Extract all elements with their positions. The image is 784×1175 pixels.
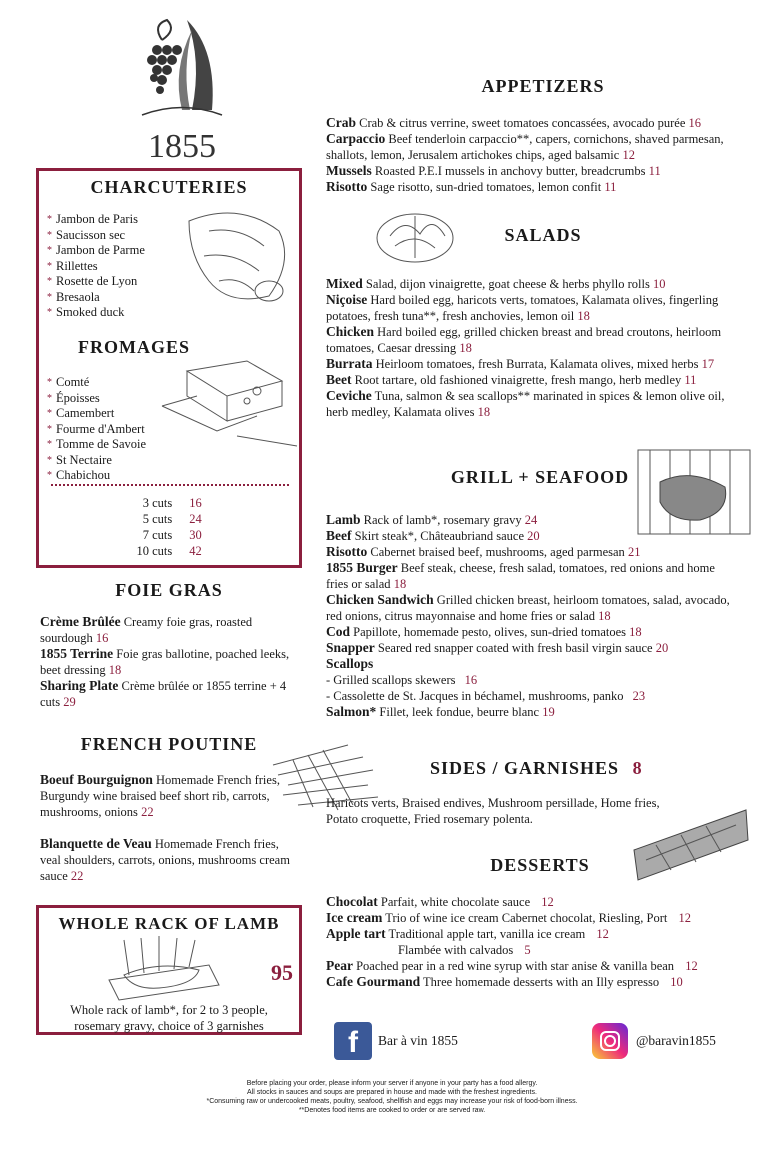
menu-item: Cafe Gourmand Three homemade desserts with an Illy espresso 10: [326, 974, 683, 989]
menu-item: Ceviche Tuna, salmon & sea scallops** marinated in spices & lemon olive oil, herb medley, Kalamata olives 18: [326, 388, 725, 419]
menu-item: 1855 Burger Beef steak, cheese, fresh salad, tomatoes, red onions and home fries or salad 18: [326, 560, 715, 591]
menu-item: Ice cream Trio of wine ice cream Cabernet chocolat, Riesling, Port 12: [326, 910, 691, 925]
menu-item-flambee: Flambée with calvados 5: [398, 943, 531, 957]
logo: [132, 10, 232, 165]
whole-rack-price: 95: [271, 960, 293, 985]
cuts-row: 10 cuts 42: [136, 544, 202, 558]
grill-title: GRILL + SEAFOOD: [450, 467, 630, 487]
list-item: * Comté: [47, 375, 146, 391]
facebook-icon: f: [334, 1022, 372, 1060]
whole-rack-title: WHOLE RACK OF LAMB: [58, 914, 280, 933]
desserts-title: DESSERTS: [490, 855, 590, 875]
menu-item: Carpaccio Beef tenderloin carpaccio**, capers, cornichons, shaved parmesan, shallots, lemon, Jerusalem artichokes chips, aged balsamic 12: [326, 131, 724, 162]
charcuteries-title: CHARCUTERIES: [90, 177, 248, 197]
salads-title: SALADS: [504, 225, 582, 245]
sides-desc: Haricots verts, Braised endives, Mushroom persillade, Home fries, Potato croquette, Fried rosemary polenta.: [326, 796, 660, 826]
list-item: * Jambon de Parme: [47, 243, 299, 259]
whole-rack-desc: Whole rack of lamb*, for 2 to 3 people, rosemary gravy, choice of 3 garnishes: [70, 1003, 268, 1033]
menu-item: Risotto Sage risotto, sun-dried tomatoes, lemon confit 11: [326, 179, 617, 194]
instagram-icon: [592, 1023, 628, 1059]
facebook-link[interactable]: f Bar à vin 1855: [334, 1021, 458, 1061]
menu-item: Niçoise Hard boiled egg, haricots verts, tomatoes, Kalamata olives, fingerling potatoes, fresh tuna**, fresh anchovies, lemon oil 18: [326, 292, 719, 323]
menu-item: Mussels Roasted P.E.I mussels in anchovy butter, breadcrumbs 11: [326, 163, 661, 178]
menu-item: Chocolat Parfait, white chocolate sauce 12: [326, 894, 554, 909]
menu-item: Chicken Hard boiled egg, grilled chicken breast and bread croutons, heirloom tomatoes, Caesar dressing 18: [326, 324, 722, 355]
lamb-rack-sketch-icon: [99, 930, 229, 1002]
logo-year: 1855: [148, 128, 216, 165]
foie-gras-list: [40, 614, 290, 710]
menu-item: Risotto Cabernet braised beef, mushrooms, aged parmesan 21: [326, 544, 641, 559]
menu-item: Beef Skirt steak*, Châteaubriand sauce 20: [326, 528, 540, 543]
list-item: * Rosette de Lyon: [47, 274, 299, 290]
menu-item: Crème Brûlée Creamy foie gras, roasted sourdough 16: [40, 614, 253, 645]
cuts-row: 3 cuts 16: [142, 496, 202, 510]
foie-gras-title: FOIE GRAS: [115, 580, 223, 600]
whole-rack-box: [36, 905, 302, 1035]
menu-item: Cod Papillote, homemade pesto, olives, sun-dried tomatoes 18: [326, 624, 642, 639]
cheese-sketch-icon: [157, 351, 302, 456]
menu-item: Salmon* Fillet, leek fondue, beurre blanc 19: [326, 704, 555, 719]
salads-list: [326, 276, 726, 420]
divider: [51, 484, 289, 486]
menu-item: Lamb Rack of lamb*, rosemary gravy 24: [326, 512, 538, 527]
appetizers-list: [326, 115, 726, 195]
ham-sketch-icon: [179, 201, 299, 311]
menu-item-scallops: Scallops - Grilled scallops skewers 16 - Cassolette de St. Jacques in béchamel, mushrooms, panko 23: [326, 656, 646, 703]
pie-slice-sketch-icon: [626, 800, 756, 890]
lettuce-sketch-icon: [370, 206, 460, 266]
menu-item: Beet Root tartare, old fashioned vinaigrette, fresh mango, herb medley 11: [326, 372, 697, 387]
list-item: * Rillettes: [47, 259, 299, 275]
menu-item: Burrata Heirloom tomatoes, fresh Burrata, Kalamata olives, mixed herbs 17: [326, 356, 715, 371]
footer-notes: Before placing your order, please inform your server if anyone in your party has a food allergy. All stocks in sauces and soups are prepared in house and made with the freshest ingredients. *Consuming raw or undercooked meats, poultry, seafood, shellfish and eggs may increase your risk of food-born illness. **Denotes food items are cooked to order or are served raw.: [206, 1080, 578, 1114]
menu-item: Pear Poached pear in a red wine syrup with star anise & vanilla bean 12: [326, 958, 698, 973]
instagram-link[interactable]: @baravin1855: [592, 1021, 716, 1061]
grape-sail-logo-icon: [132, 10, 232, 130]
list-item: * Tomme de Savoie: [47, 437, 146, 453]
list-item: * Chabichou: [47, 468, 146, 484]
poutine-list: [40, 772, 290, 884]
list-item: * Fourme d'Ambert: [47, 422, 146, 438]
menu-item: Boeuf Bourguignon Homemade French fries, Burgundy wine braised beef short rib, carrots, mushrooms, onions 22: [40, 772, 280, 819]
list-item: * Saucisson sec: [47, 228, 299, 244]
list-item: * Époisses: [47, 391, 146, 407]
list-item: * Bresaola: [47, 290, 299, 306]
cuts-row: 7 cuts 30: [142, 528, 202, 542]
menu-item: 1855 Terrine Foie gras ballotine, poached leeks, beet dressing 18: [40, 646, 290, 677]
menu-item: Crab Crab & citrus verrine, sweet tomatoes concassées, avocado purée 16: [326, 115, 702, 130]
menu-item: Blanquette de Veau Homemade French fries, veal shoulders, carrots, onions, mushrooms cream sauce 22: [40, 836, 290, 883]
menu-item: Chicken Sandwich Grilled chicken breast, heirloom tomatoes, salad, avocado, red onions, citrus mayonnaise and home fries or salad 18: [326, 592, 730, 623]
poutine-title: FRENCH POUTINE: [80, 734, 258, 754]
appetizers-title: APPETIZERS: [481, 76, 605, 96]
menu-item: Mixed Salad, dijon vinaigrette, goat cheese & herbs phyllo rolls 10: [326, 276, 666, 291]
list-item: * St Nectaire: [47, 453, 146, 469]
list-item: * Smoked duck: [47, 305, 299, 321]
grill-list: [326, 512, 736, 720]
list-item: * Jambon de Paris: [47, 212, 299, 228]
cuts-table: [135, 495, 235, 559]
list-item: * Camembert: [47, 406, 146, 422]
menu-item: Apple tart Traditional apple tart, vanilla ice cream 12: [326, 926, 609, 941]
fromages-list: [47, 375, 146, 484]
menu-item: Snapper Seared red snapper coated with fresh basil virgin sauce 20: [326, 640, 669, 655]
desserts-list: [326, 894, 756, 990]
charcuteries-fromages-box: [36, 168, 302, 568]
cuts-row: 5 cuts 24: [142, 512, 202, 526]
fromages-title: FROMAGES: [77, 337, 190, 357]
menu-item: Sharing Plate Crème brûlée or 1855 terrine + 4 cuts 29: [40, 678, 287, 709]
sides-title: SIDES / GARNISHES 8: [430, 758, 643, 778]
